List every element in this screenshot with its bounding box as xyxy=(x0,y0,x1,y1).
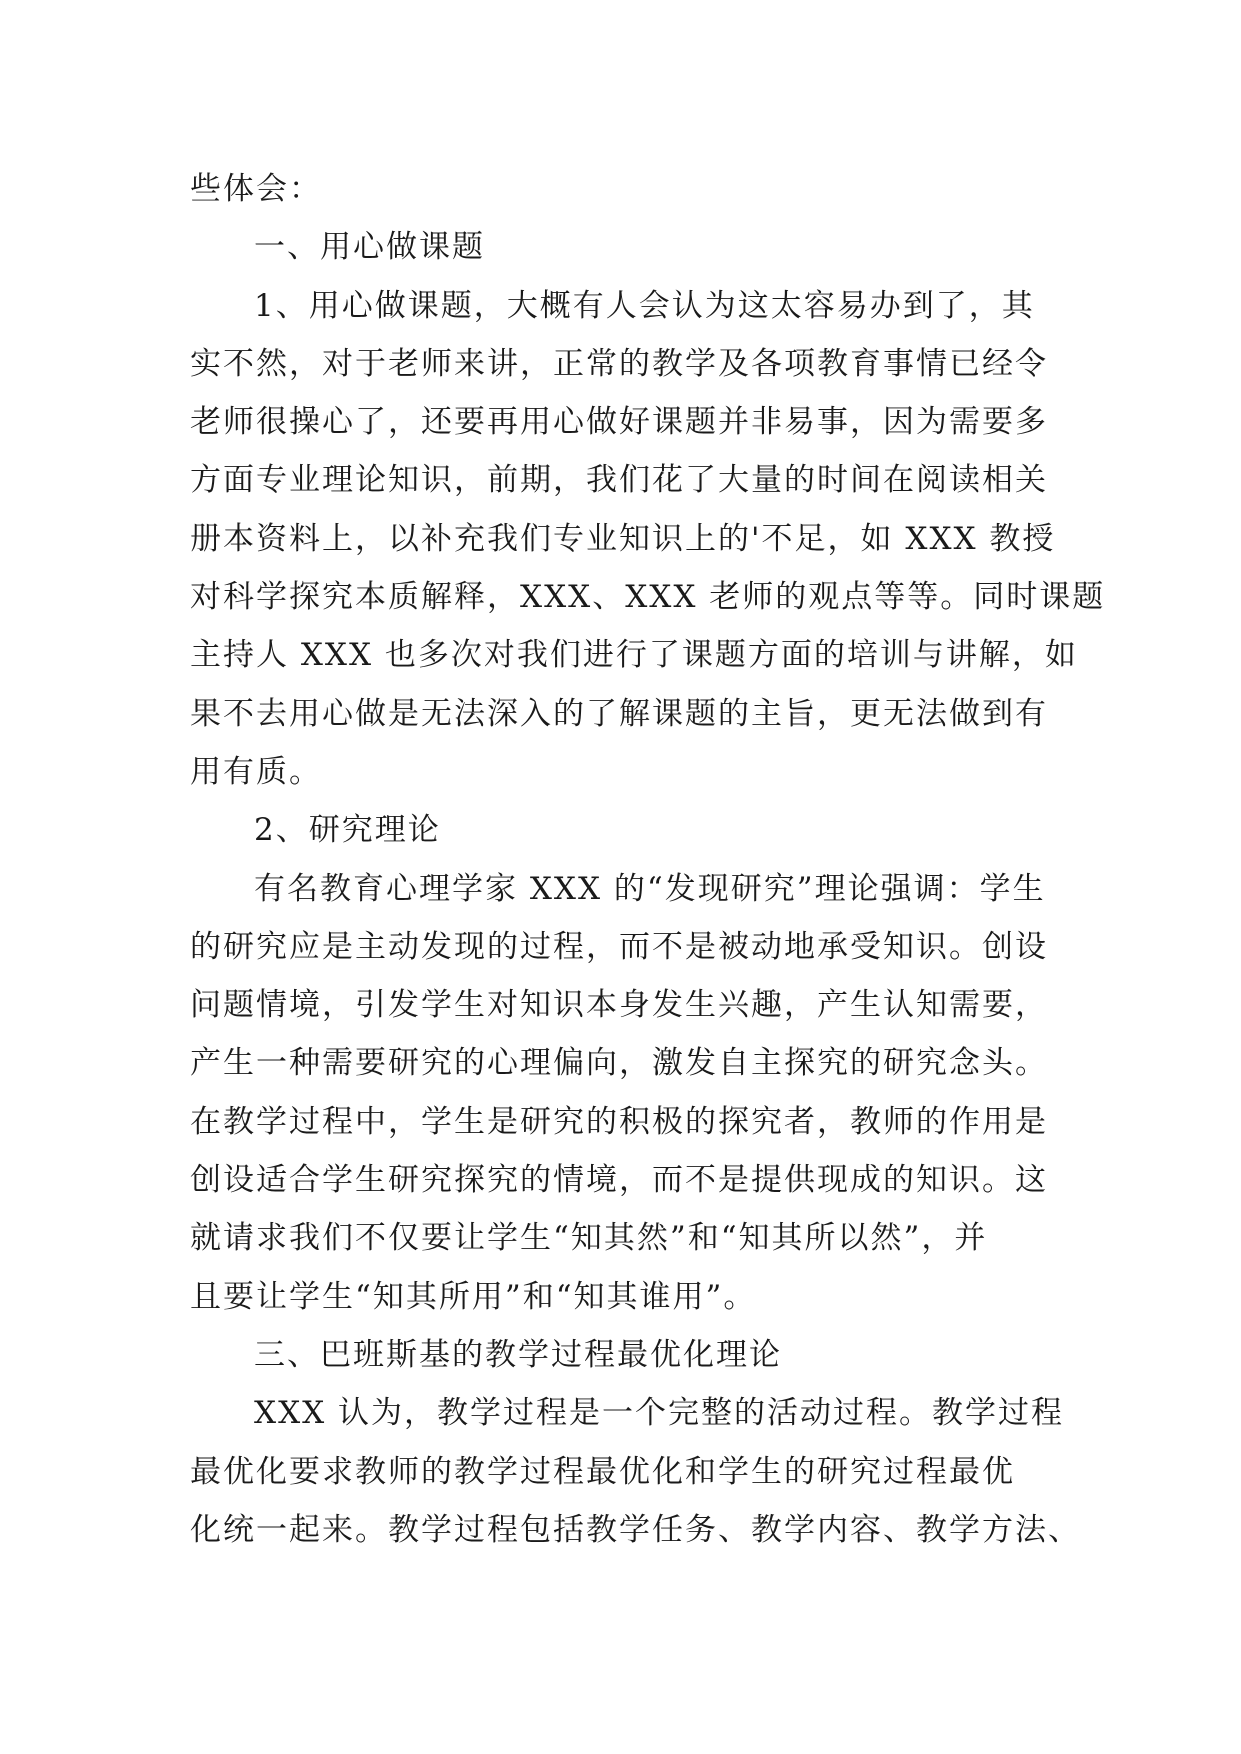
text-line: 主持人 XXX 也多次对我们进行了课题方面的培训与讲解，如 xyxy=(190,637,1078,674)
text-line: 用有质。 xyxy=(190,753,322,790)
section-heading: 一、用心做课题 xyxy=(254,229,485,266)
section-heading: 2、研究理论 xyxy=(254,812,441,849)
text-line: 化统一起来。教学过程包括教学任务、教学内容、教学方法、 xyxy=(190,1511,1081,1548)
text-line: 对科学探究本质解释，XXX、XXX 老师的观点等等。同时课题 xyxy=(190,579,1106,616)
text-line: 些体会： xyxy=(190,171,322,207)
text-line: 问题情境，引发学生对知识本身发生兴趣，产生认知需要， xyxy=(190,987,1048,1024)
text-line: 的研究应是主动发现的过程，而不是被动地承受知识。创设 xyxy=(190,928,1048,965)
text-line: 实不然，对于老师来讲，正常的教学及各项教育事情已经令 xyxy=(190,345,1048,382)
document-body xyxy=(190,160,1106,1559)
text-line: 老师很操心了，还要再用心做好课题并非易事，因为需要多 xyxy=(190,404,1048,441)
text-line: 且要让学生“知其所用”和“知其谁用”。 xyxy=(190,1278,757,1315)
text-line: 果不去用心做是无法深入的了解课题的主旨，更无法做到有 xyxy=(190,695,1048,732)
text-line: 创设适合学生研究探究的情境，而不是提供现成的知识。这 xyxy=(190,1162,1048,1199)
section-heading: 三、巴班斯基的教学过程最优化理论 xyxy=(254,1336,782,1373)
text-line: 最优化要求教师的教学过程最优化和学生的研究过程最优 xyxy=(190,1453,1015,1490)
text-line: 就请求我们不仅要让学生“知其然”和“知其所以然”，并 xyxy=(190,1220,988,1257)
text-line: 1、用心做课题，大概有人会认为这太容易办到了，其 xyxy=(254,287,1035,324)
text-line: 册本资料上，以补充我们专业知识上的'不足，如 XXX 教授 xyxy=(190,520,1056,557)
text-line: XXX 认为，教学过程是一个完整的活动过程。教学过程 xyxy=(254,1395,1065,1432)
text-line: 产生一种需要研究的心理偏向，激发自主探究的研究念头。 xyxy=(190,1045,1048,1082)
text-line: 方面专业理论知识，前期，我们花了大量的时间在阅读相关 xyxy=(190,462,1048,499)
text-line: 有名教育心理学家 XXX 的“发现研究”理论强调：学生 xyxy=(254,870,1046,907)
text-line: 在教学过程中，学生是研究的积极的探究者，教师的作用是 xyxy=(190,1103,1048,1140)
